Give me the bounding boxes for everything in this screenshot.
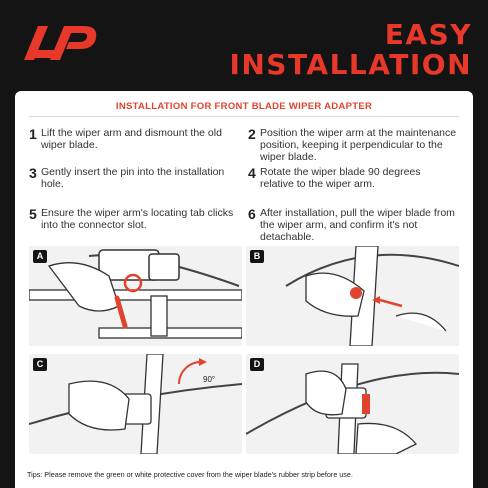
title-divider [29, 116, 459, 117]
illustration-panel-b [246, 246, 459, 346]
pull-test-illustration [246, 354, 459, 454]
headline-line2: INSTALLATION [229, 48, 472, 81]
step-number: 5 [29, 206, 37, 222]
step-number: 6 [248, 206, 256, 222]
panel-label: D [250, 358, 264, 371]
illustration-panel-c [29, 354, 242, 454]
panel-label: A [33, 250, 47, 263]
wiper-arm-illustration [246, 246, 459, 346]
step-number: 3 [29, 165, 37, 181]
step-text: Lift the wiper arm and dismount the old wiper blade. [41, 127, 222, 151]
rotation-angle-label: 90° [203, 375, 216, 384]
header [0, 0, 488, 90]
illustration-panel-d [246, 354, 459, 454]
rotate-blade-illustration [29, 354, 242, 454]
step-text: Ensure the wiper arm's locating tab clicks into the connector slot. [41, 207, 234, 231]
step-text: Gently insert the pin into the installation hole. [41, 166, 225, 190]
headline-line1: EASY [384, 18, 472, 51]
step-number: 1 [29, 126, 37, 142]
panel-label: B [250, 250, 264, 263]
illustration-panel-a [29, 246, 242, 346]
a-premium-logo-icon [22, 22, 102, 62]
step-number: 4 [248, 165, 256, 181]
step-text: After installation, pull the wiper blade from the wiper arm, and confirm it's not detachable. [260, 207, 455, 243]
step-text: Position the wiper arm at the maintenance position, keeping it perpendicular to the wiper blade. [260, 127, 457, 163]
instruction-card [15, 91, 473, 488]
panel-label: C [33, 358, 47, 371]
tips-note: Tips: Please remove the green or white protective cover from the wiper blade's rubber strip before use. [27, 470, 353, 479]
card-title: INSTALLATION FOR FRONT BLADE WIPER ADAPTER [115, 101, 373, 112]
step-number: 2 [248, 126, 256, 142]
headline [229, 20, 472, 80]
wiper-pin-illustration [29, 246, 242, 346]
step-text: Rotate the wiper blade 90 degrees relative to the wiper arm. [260, 166, 421, 190]
